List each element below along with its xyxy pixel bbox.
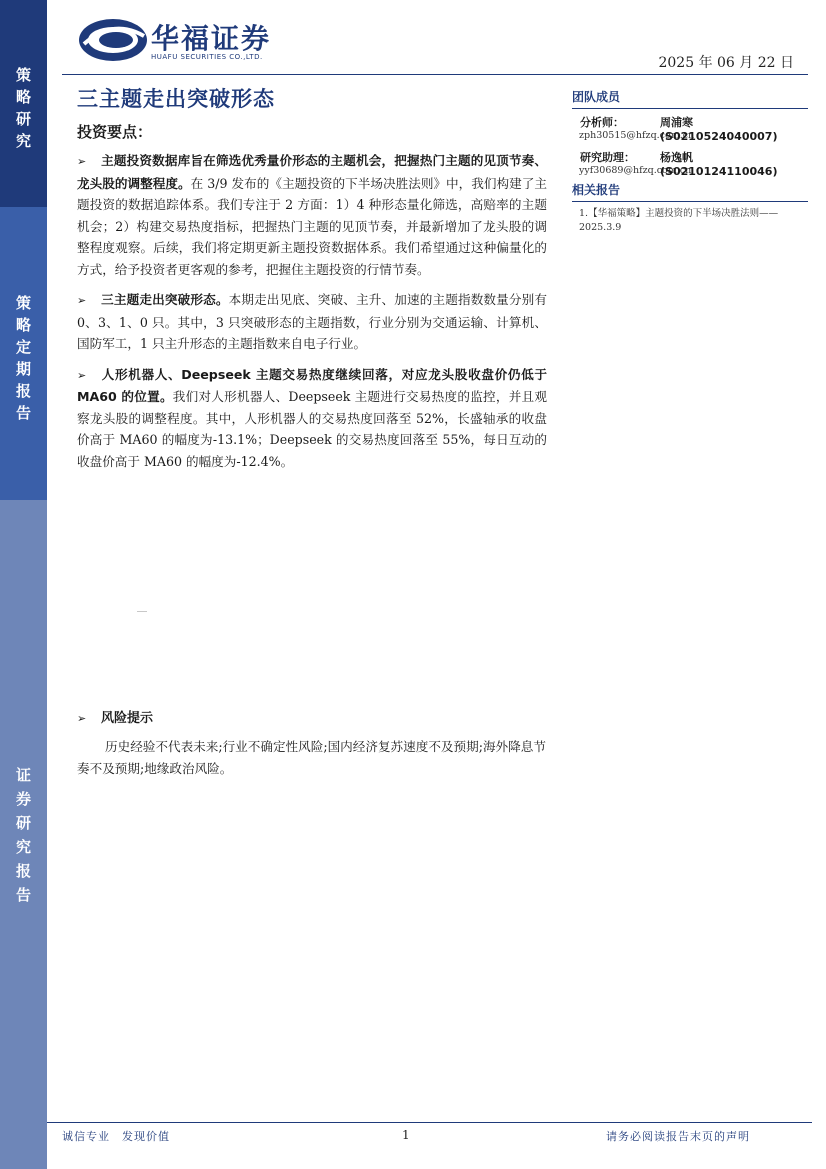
logo-chinese-name: 华福证券 — [151, 22, 272, 55]
arrow-bullet-icon: ➢ — [77, 368, 87, 382]
report-date: 2025 年 06 月 22 日 — [658, 55, 794, 71]
key-point — [77, 150, 547, 280]
risk-body: 历史经验不代表未来;行业不确定性风险;国内经济复苏速度不及预期;海外降息节奏不及预期;地缘政治风险。 — [77, 739, 546, 776]
risk-heading — [77, 708, 547, 730]
side-panel — [572, 88, 808, 235]
sidebar-label-doc-type: 证 券 研 究 报 告 — [15, 766, 31, 904]
member-name: 周浦寒(S0210524040007) — [660, 116, 778, 143]
footer-divider — [47, 1122, 812, 1123]
member-role: 分析师： — [580, 116, 624, 129]
stray-mark — [137, 611, 147, 612]
footer-disclaimer: 请务必阅读报告末页的声明 — [606, 1130, 750, 1143]
report-title: 三主题走出突破形态 — [77, 87, 275, 111]
page-number: 1 — [402, 1128, 410, 1142]
member-name: 杨逸帆(S0210124110046) — [660, 151, 778, 178]
team-heading: 团队成员 — [572, 88, 808, 109]
arrow-bullet-icon: ➢ — [77, 712, 87, 725]
related-report-link[interactable]: 1.【华福策略】主题投资的下半场决胜法则——2025.3.9 — [579, 208, 779, 233]
section-subtitle: 投资要点： — [77, 123, 153, 141]
key-point — [77, 364, 547, 473]
risk-heading-label: 风险提示 — [101, 711, 154, 726]
member-email[interactable]: yyf30689@hfzq.com.cn — [579, 165, 692, 176]
arrow-bullet-icon: ➢ — [77, 155, 87, 168]
sidebar-label-report-type: 策 略 定 期 报 告 — [15, 294, 31, 422]
key-point — [77, 289, 547, 355]
key-point-lead: 主题投资数据库旨在筛选优秀量价形态的主题机会，把握热门主题的见顶节奏、龙头股的调整程度。 — [77, 153, 547, 191]
key-points — [77, 150, 547, 481]
header-divider — [62, 74, 808, 75]
key-point-lead: 人形机器人、Deepseek 主题交易热度继续回落，对应龙头股收盘价仍低于 MA60 的位置。 — [77, 366, 547, 404]
footer-slogan: 诚信专业 发现价值 — [62, 1130, 170, 1143]
risk-section — [77, 708, 547, 780]
key-point-body: 我们对人形机器人、Deepseek 主题进行交易热度的监控，并且观察龙头股的调整程度。其中，人形机器人的交易热度回落至 52%，长盛轴承的收盘价高于 MA60 的幅度为-13.1%；Deepseek 的交易热度回落至 55%，每日互动的收盘价高于 MA60 的幅度为-12.4%。 — [77, 389, 547, 469]
arrow-bullet-icon: ➢ — [77, 294, 87, 307]
key-point-lead: 三主题走出突破形态。 — [101, 292, 229, 307]
logo-english-name: HUAFU SECURITIES CO.,LTD. — [151, 53, 263, 61]
member-role: 研究助理： — [580, 151, 635, 164]
related-heading: 相关报告 — [572, 181, 808, 202]
key-point-body: 本期走出见底、突破、主升、加速的主题指数数量分别有 0、3、1、0 只。其中，3 只突破形态的主题指数，行业分别为交通运输、计算机、国防军工，1 只主升形态的主题指数来自电子行业。 — [77, 292, 548, 351]
sidebar-label-category: 策 略 研 究 — [15, 66, 31, 150]
key-point-body: 在 3/9 发布的《主题投资的下半场决胜法则》中，我们构建了主题投资的数据追踪体系。我们专注于 2 方面：1）4 种形态量化筛选，高赔率的主题机会；2）构建交易热度指标，把握热门主题的见顶节奏，并最新增加了龙头股的调整程度观察。后续，我们将定期更新主题投资数据体系。我们希望通过这种偏量化的方式，给予投资者更客观的参考，把握住主题投资的行情节奏。 — [77, 175, 547, 277]
member-email[interactable]: zph30515@hfzq.com.cn — [579, 130, 695, 141]
